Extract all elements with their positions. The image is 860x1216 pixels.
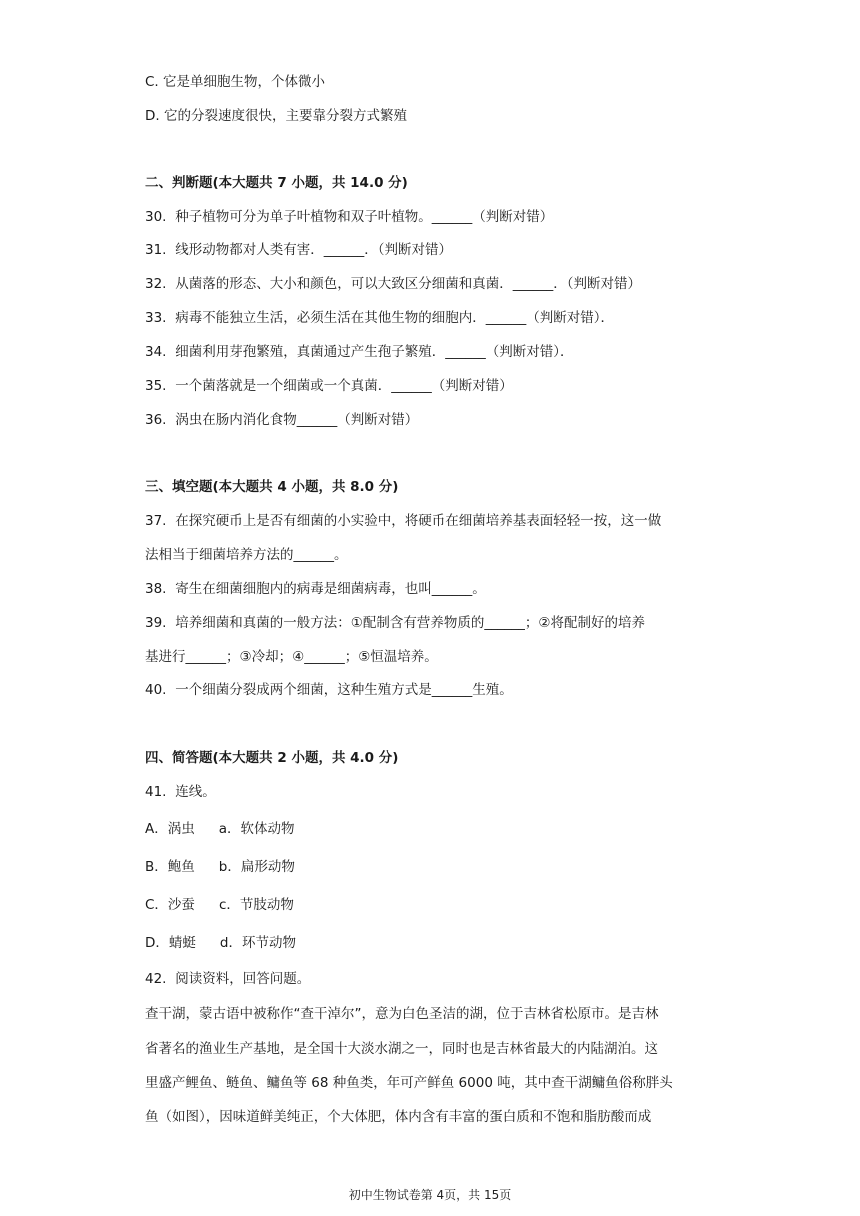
- question-text: 从菌落的形态、大小和颜色，可以大致区分细菌和真菌．______．（判断对错）: [175, 276, 642, 292]
- question-35: [145, 376, 725, 396]
- matching-row: [145, 819, 725, 839]
- matching-row: [145, 933, 725, 953]
- matching-left: B．鲍鱼: [145, 859, 195, 875]
- question-37-line-2: 法相当于细菌培养方法的______。: [145, 547, 348, 563]
- question-32: [145, 274, 725, 294]
- question-text: 在探究硬币上是否有细菌的小实验中，将硬币在细菌培养基表面轻轻一按，这一做: [175, 513, 662, 529]
- question-number: 42.: [145, 971, 167, 987]
- question-text: 一个菌落就是一个细菌或一个真菌．______（判断对错）: [175, 378, 513, 394]
- question-text: 涡虫在肠内消化食物______（判断对错）: [175, 412, 419, 428]
- question-38: [145, 579, 725, 599]
- question-text: 一个细菌分裂成两个细菌，这种生殖方式是______生殖。: [175, 682, 513, 698]
- question-number: 36.: [145, 412, 167, 428]
- question-30: [145, 207, 725, 227]
- option-c: C. 它是单细胞生物，个体微小: [145, 74, 326, 90]
- matching-left: A．涡虫: [145, 821, 195, 837]
- question-34: [145, 342, 725, 362]
- matching-row: [145, 895, 725, 915]
- matching-left: C．沙蚕: [145, 897, 195, 913]
- matching-right: d．环节动物: [219, 935, 296, 951]
- matching-left: D．蜻蜓: [145, 935, 196, 951]
- matching-row: [145, 857, 725, 877]
- question-text: 培养细菌和真菌的一般方法：①配制含有营养物质的______；②将配制好的培养: [175, 615, 646, 631]
- question-text: 阅读资料，回答问题。: [175, 971, 311, 987]
- question-number: 38.: [145, 581, 167, 597]
- question-number: 31.: [145, 242, 167, 258]
- question-36: [145, 410, 725, 430]
- section-2-heading: 二、判断题(本大题共 7 小题，共 14.0 分): [145, 175, 408, 191]
- question-number: 35.: [145, 378, 167, 394]
- question-text: 连线。: [175, 784, 216, 800]
- option-d: D. 它的分裂速度很快，主要靠分裂方式繁殖: [145, 108, 407, 124]
- matching-right: a．软体动物: [218, 821, 295, 837]
- question-40: [145, 680, 725, 700]
- matching-right: b．扁形动物: [218, 859, 295, 875]
- question-37-line-1: [145, 511, 725, 531]
- question-number: 40.: [145, 682, 167, 698]
- question-39-line-1: [145, 613, 725, 633]
- passage-line: 查干湖，蒙古语中被称作“查干淖尔”，意为白色圣洁的湖，位于吉林省松原市。是吉林: [145, 1006, 659, 1022]
- passage-line: 鱼（如图），因味道鲜美纯正，个大体肥，体内含有丰富的蛋白质和不饱和脂肪酸而成: [145, 1109, 652, 1125]
- question-33: [145, 308, 725, 328]
- question-number: 30.: [145, 209, 167, 225]
- question-number: 32.: [145, 276, 167, 292]
- question-39-line-2: 基进行______；③冷却；④______；⑤恒温培养。: [145, 649, 438, 665]
- question-number: 41.: [145, 784, 167, 800]
- page-footer: 初中生物试卷第 4页，共 15页: [348, 1188, 512, 1202]
- question-text: 寄生在细菌细胞内的病毒是细菌病毒，也叫______。: [175, 581, 486, 597]
- question-number: 33.: [145, 310, 167, 326]
- question-text: 细菌利用芽孢繁殖，真菌通过产生孢子繁殖．______（判断对错）．: [175, 344, 574, 360]
- question-text: 病毒不能独立生活，必须生活在其他生物的细胞内．______（判断对错）．: [175, 310, 615, 326]
- passage-line: 省著名的渔业生产基地，是全国十大淡水湖之一，同时也是吉林省最大的内陆湖泊。这: [145, 1041, 658, 1057]
- section-3-heading: 三、填空题(本大题共 4 小题，共 8.0 分): [145, 479, 399, 495]
- question-42: [145, 969, 725, 989]
- question-41: [145, 782, 725, 802]
- question-31: [145, 240, 725, 260]
- question-number: 34.: [145, 344, 167, 360]
- passage-line: 里盛产鲤鱼、鲢鱼、鳙鱼等 68 种鱼类，年可产鲜鱼 6000 吨，其中查干湖鳙鱼俗称胖头: [145, 1075, 673, 1091]
- question-number: 37.: [145, 513, 167, 529]
- section-4-heading: 四、简答题(本大题共 2 小题，共 4.0 分): [145, 750, 399, 766]
- question-number: 39.: [145, 615, 167, 631]
- question-text: 线形动物都对人类有害．______．（判断对错）: [175, 242, 453, 258]
- question-text: 种子植物可分为单子叶植物和双子叶植物。______（判断对错）: [175, 209, 554, 225]
- matching-right: c．节肢动物: [218, 897, 294, 913]
